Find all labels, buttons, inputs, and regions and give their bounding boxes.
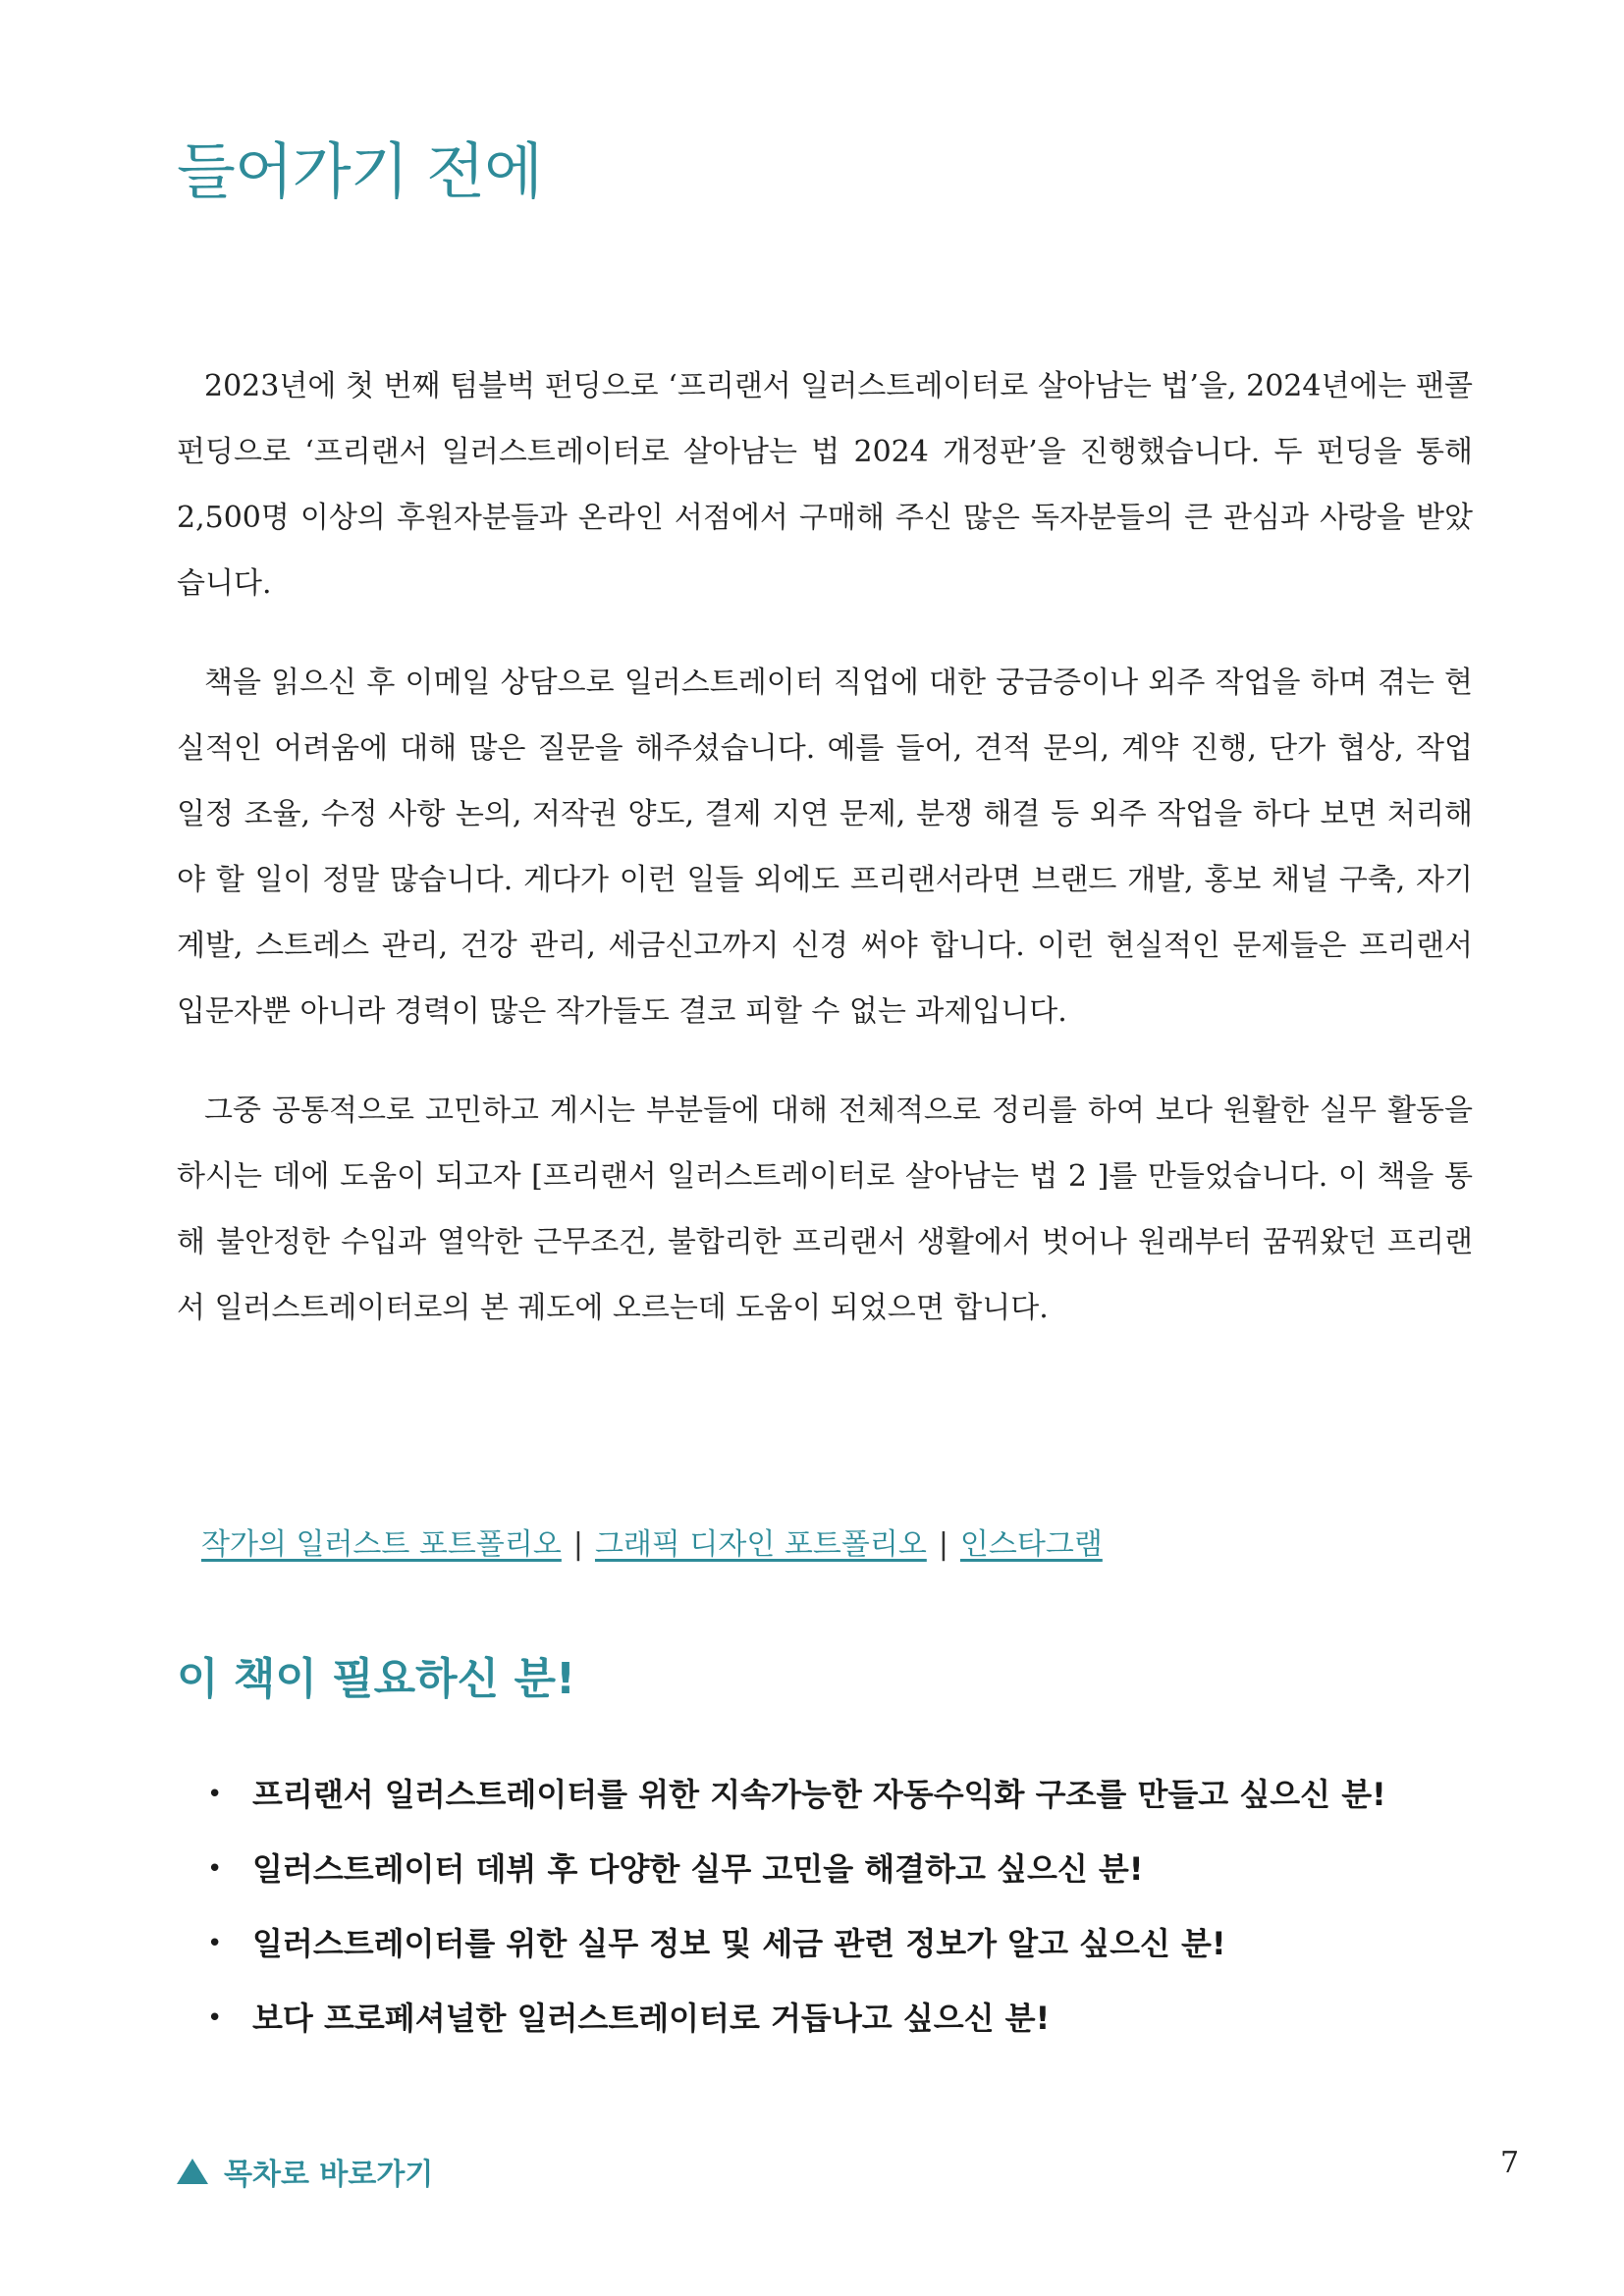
instagram-link[interactable]: 인스타그램 xyxy=(959,1527,1103,1562)
toc-link-label: 목차로 바로가기 xyxy=(224,2158,434,2192)
list-item-text: 일러스트레이터 데뷔 후 다양한 실무 고민을 해결하고 싶으신 분! xyxy=(252,1850,1144,1888)
bullet-icon: • xyxy=(207,1854,223,1884)
portfolio-links xyxy=(201,1523,1103,1567)
list-item-text: 보다 프로페셔널한 일러스트레이터로 거듭나고 싶으신 분! xyxy=(252,2000,1051,2037)
bullet-icon: • xyxy=(207,2003,223,2033)
list-item-text: 프리랜서 일러스트레이터를 위한 지속가능한 자동수익화 구조를 만들고 싶으신 분! xyxy=(252,1776,1386,1813)
list-item xyxy=(201,1832,1386,1906)
list-item xyxy=(201,1981,1386,2056)
illustration-portfolio-link[interactable]: 작가의 일러스트 포트폴리오 xyxy=(201,1527,562,1562)
bullet-icon: • xyxy=(207,1780,223,1809)
page-number: 7 xyxy=(1500,2146,1520,2180)
list-item-text: 일러스트레이터를 위한 실무 정보 및 세금 관련 정보가 알고 싶으신 분! xyxy=(252,1925,1226,1962)
audience-list xyxy=(201,1757,1386,2056)
page-title: 들어가기 전에 xyxy=(177,135,543,207)
section-title: 이 책이 필요하신 분! xyxy=(177,1654,576,1704)
list-item xyxy=(201,1906,1386,1981)
graphic-portfolio-link[interactable]: 그래픽 디자인 포트폴리오 xyxy=(594,1527,927,1562)
toc-link[interactable] xyxy=(177,2150,433,2193)
body-text xyxy=(177,353,1473,1374)
up-triangle-icon xyxy=(177,2159,208,2184)
intro-paragraph-2: 책을 읽으신 후 이메일 상담으로 일러스트레이터 직업에 대한 궁금증이나 외주 작업을 하며 겪는 현실적인 어려움에 대해 많은 질문을 해주셨습니다. 예를 들어, 견적 문의, 계약 진행, 단가 협상, 작업 일정 조율, 수정 사항 논의, 저작권 양도, 결제 지연 문제, 분쟁 해결 등 외주 작업을 하다 보면 처리해야 할 일이 정말 많습니다. 게다가 이런 일들 외에도 프리랜서라면 브랜드 개발, 홍보 채널 구축, 자기 계발, 스트레스 관리, 건강 관리, 세금신고까지 신경 써야 합니다. 이런 현실적인 문제들은 프리랜서 입문자뿐 아니라 경력이 많은 작가들도 결코 피할 수 없는 과제입니다. xyxy=(177,666,1473,1029)
intro-paragraph-3: 그중 공통적으로 고민하고 계시는 부분들에 대해 전체적으로 정리를 하여 보다 원활한 실무 활동을 하시는 데에 도움이 되고자 [프리랜서 일러스트레이터로 살아남는 법 2 ]를 만들었습니다. 이 책을 통해 불안정한 수입과 열악한 근무조건, 불합리한 프리랜서 생활에서 벗어나 원래부터 꿈꿔왔던 프리랜서 일러스트레이터로의 본 궤도에 오르는데 도움이 되었으면 합니다. xyxy=(177,1094,1473,1325)
link-separator: | xyxy=(938,1527,948,1562)
bullet-icon: • xyxy=(207,1929,223,1958)
intro-paragraph-1: 2023년에 첫 번째 텀블벅 펀딩으로 ‘프리랜서 일러스트레이터로 살아남는 법’을, 2024년에는 팬콜 펀딩으로 ‘프리랜서 일러스트레이터로 살아남는 법 2024 개정판’을 진행했습니다. 두 펀딩을 통해 2,500명 이상의 후원자분들과 온라인 서점에서 구매해 주신 많은 독자분들의 큰 관심과 사랑을 받았습니다. xyxy=(177,369,1473,601)
link-separator: | xyxy=(572,1527,583,1562)
list-item xyxy=(201,1757,1386,1832)
